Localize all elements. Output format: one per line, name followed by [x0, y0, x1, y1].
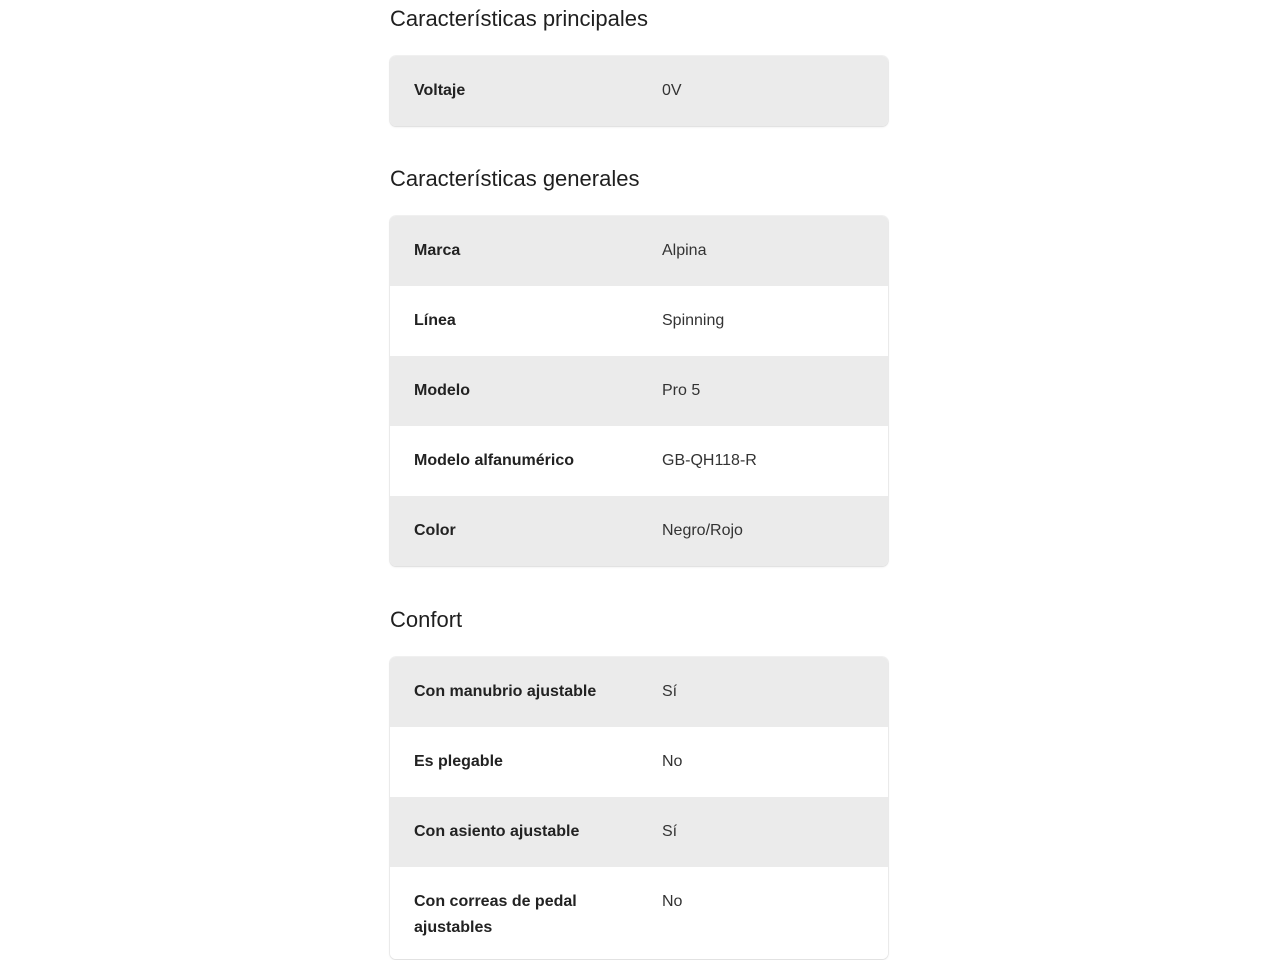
spec-value: Alpina — [662, 242, 707, 259]
spec-row-color — [390, 496, 888, 566]
spec-value: No — [662, 893, 683, 910]
spec-value: Spinning — [662, 312, 725, 329]
section-main-features — [390, 4, 888, 126]
spec-row-foldable — [390, 727, 888, 797]
spec-label: Marca — [414, 242, 461, 259]
spec-row-adjustable-handlebar — [390, 657, 888, 727]
spec-label: Modelo — [414, 382, 470, 399]
spec-row-model — [390, 356, 888, 426]
spec-row-adjustable-seat — [390, 797, 888, 867]
spec-value: Sí — [662, 823, 678, 840]
spec-table — [390, 216, 888, 566]
spec-row-line — [390, 286, 888, 356]
spec-value: Pro 5 — [662, 382, 701, 399]
section-comfort — [390, 605, 888, 959]
section-title: Confort — [390, 607, 463, 632]
spec-table — [390, 657, 888, 959]
spec-label: Con asiento ajustable — [414, 823, 580, 840]
spec-label: Línea — [414, 312, 456, 329]
spec-row-alphanumeric-model — [390, 426, 888, 496]
spec-row-brand — [390, 216, 888, 286]
spec-label: Con correas de pedal ajustables — [414, 893, 577, 936]
spec-value: Negro/Rojo — [662, 522, 743, 539]
spec-value: No — [662, 753, 683, 770]
spec-value: 0V — [662, 82, 682, 99]
spec-value: GB-QH118-R — [662, 452, 757, 469]
section-title: Características generales — [390, 166, 640, 191]
spec-label: Es plegable — [414, 753, 503, 770]
spec-label: Modelo alfanumérico — [414, 452, 575, 469]
spec-label: Color — [414, 522, 456, 539]
spec-value: Sí — [662, 683, 678, 700]
spec-table — [390, 56, 888, 126]
section-title: Características principales — [390, 6, 648, 31]
spec-label: Voltaje — [414, 82, 466, 99]
spec-row-voltage — [390, 56, 888, 126]
spec-row-adjustable-pedal-straps — [390, 867, 888, 959]
section-general-features — [390, 164, 888, 566]
spec-label: Con manubrio ajustable — [414, 683, 597, 700]
